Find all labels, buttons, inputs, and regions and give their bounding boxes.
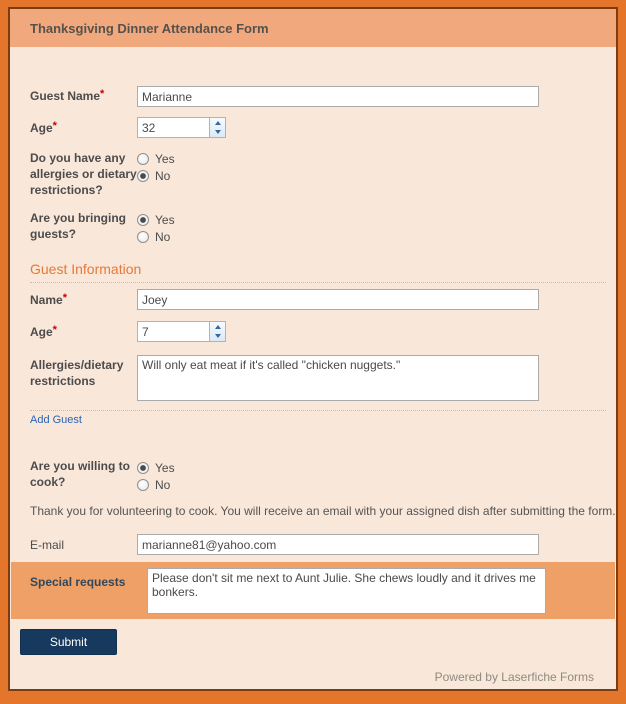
age-stepper <box>137 117 226 138</box>
required-asterisk: * <box>52 324 57 336</box>
email-input[interactable] <box>137 534 539 555</box>
up-arrow-icon <box>215 325 221 329</box>
special-requests-section <box>11 562 615 619</box>
bringing-yes-radio[interactable] <box>137 214 149 226</box>
up-arrow-icon <box>215 121 221 125</box>
cook-question-label: Are you willing to cook? <box>30 459 131 489</box>
required-asterisk: * <box>62 292 67 304</box>
cook-note: Thank you for volunteering to cook. You will receive an email with your assigned dish after submitting the form. <box>30 504 616 518</box>
page-title: Thanksgiving Dinner Attendance Form <box>30 21 269 36</box>
form-header <box>10 9 616 47</box>
form-window <box>8 7 618 691</box>
special-requests-label: Special requests <box>30 575 126 589</box>
allergies-option-no[interactable]: No <box>137 167 175 184</box>
allergies-radio-group <box>137 150 175 184</box>
guest-allergies-textarea[interactable] <box>137 355 539 401</box>
guest-name2-input[interactable] <box>137 289 539 310</box>
spin-down-button[interactable] <box>210 128 225 138</box>
submit-button[interactable]: Submit <box>20 629 117 655</box>
email-label: E-mail <box>30 538 65 552</box>
spin-up-button[interactable] <box>210 118 225 128</box>
cook-yes-radio[interactable] <box>137 462 149 474</box>
allergies-question-label: Do you have any allergies or dietary restrictions? <box>30 151 137 197</box>
allergies-no-radio[interactable] <box>137 170 149 182</box>
cook-no-radio[interactable] <box>137 479 149 491</box>
required-asterisk: * <box>52 120 57 132</box>
allergies-option-yes[interactable]: Yes <box>137 150 175 167</box>
bringing-guests-label: Are you bringing guests? <box>30 211 126 241</box>
cook-option-no[interactable]: No <box>137 476 175 493</box>
guest-name-label: Guest Name* <box>30 88 105 103</box>
add-guest-link[interactable]: Add Guest <box>30 414 82 426</box>
guest-information-heading: Guest Information <box>30 261 606 283</box>
special-requests-textarea[interactable] <box>147 568 546 614</box>
bringing-guests-radio-group <box>137 211 175 245</box>
down-arrow-icon <box>215 334 221 338</box>
form-body <box>10 47 616 689</box>
spin-up-button[interactable] <box>210 322 225 332</box>
guest-age-stepper <box>137 321 226 342</box>
spin-down-button[interactable] <box>210 332 225 342</box>
cook-radio-group <box>137 459 175 493</box>
allergies-yes-radio[interactable] <box>137 153 149 165</box>
required-asterisk: * <box>100 88 105 100</box>
bringing-no-radio[interactable] <box>137 231 149 243</box>
age-spinner <box>209 118 225 137</box>
down-arrow-icon <box>215 130 221 134</box>
powered-by-text: Powered by Laserfiche Forms <box>434 670 594 684</box>
bringing-option-no[interactable]: No <box>137 228 175 245</box>
age-input[interactable] <box>138 118 209 137</box>
guest-allergies-label: Allergies/dietary restrictions <box>30 358 124 388</box>
section-divider <box>30 410 606 411</box>
guest-name2-label: Name* <box>30 292 67 307</box>
cook-option-yes[interactable]: Yes <box>137 459 175 476</box>
bringing-option-yes[interactable]: Yes <box>137 211 175 228</box>
age-label: Age* <box>30 120 57 135</box>
guest-name-input[interactable] <box>137 86 539 107</box>
guest-age-input[interactable] <box>138 322 209 341</box>
guest-age-label: Age* <box>30 324 57 339</box>
guest-age-spinner <box>209 322 225 341</box>
